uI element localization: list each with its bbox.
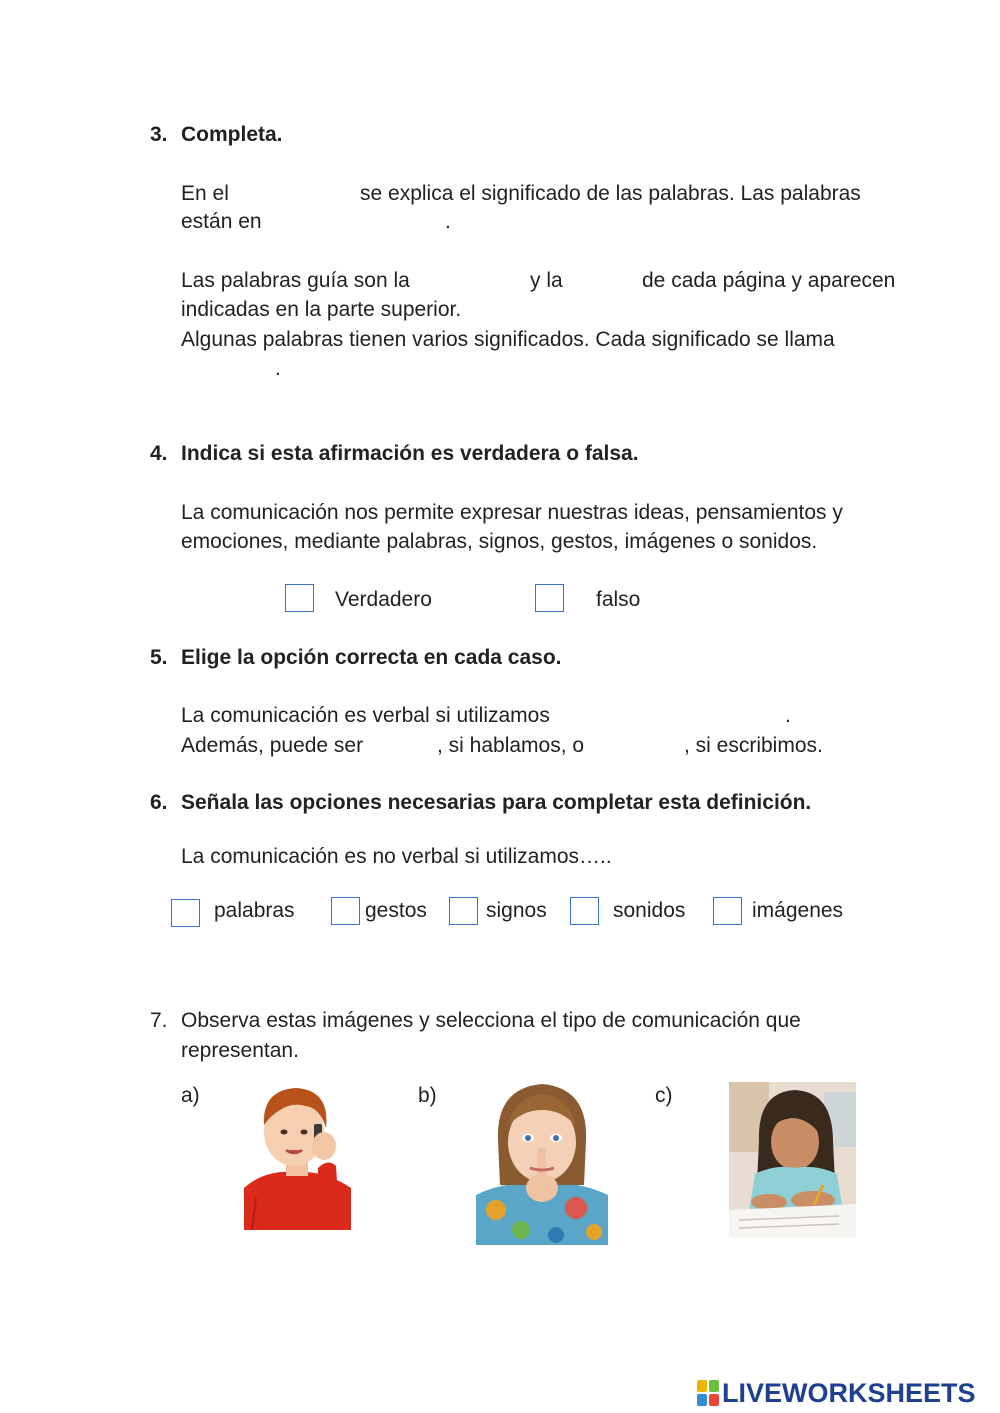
q3-text-3a: Algunas palabras tienen varios significados. Cada significado se llama <box>181 328 835 351</box>
q3-blank-1[interactable] <box>240 182 355 206</box>
q6-line-1: La comunicación es no verbal si utilizamos….. <box>181 845 612 868</box>
q5-select-2[interactable] <box>390 734 434 758</box>
q6-label-gestos: gestos <box>365 899 427 922</box>
q5-text-1a: La comunicación es verbal si utilizamos <box>181 704 550 727</box>
q7-label-b: b) <box>418 1084 437 1107</box>
photo-girl-silence <box>476 1080 608 1245</box>
q4-title: Indica si esta afirmación es verdadera o falsa. <box>181 442 639 465</box>
q3-text-1d: . <box>445 210 451 233</box>
q3-blank-5[interactable] <box>181 357 273 381</box>
q6-checkbox-imagenes[interactable] <box>713 897 742 925</box>
q3-blank-4[interactable] <box>572 269 638 293</box>
q5-text-2b: , si hablamos, o <box>437 734 585 757</box>
photo-girl-writing <box>729 1082 856 1237</box>
liveworksheets-logo-icon <box>697 1380 719 1406</box>
q3-title: Completa. <box>181 123 283 146</box>
photo-boy-on-phone <box>244 1080 351 1230</box>
q5-title: Elige la opción correcta en cada caso. <box>181 646 562 669</box>
q4-number: 4. <box>150 442 168 465</box>
q3-text-1a: En el <box>181 182 229 205</box>
q7-label-c: c) <box>655 1084 673 1107</box>
q6-label-imagenes: imágenes <box>752 899 844 922</box>
q4-false-checkbox[interactable] <box>535 584 564 612</box>
q3-number: 3. <box>150 123 168 146</box>
q7-line-1: Observa estas imágenes y selecciona el tipo de comunicación que <box>181 1009 801 1032</box>
q7-line-2: representan. <box>181 1039 299 1062</box>
q4-true-label: Verdadero <box>335 588 432 611</box>
q6-checkbox-sonidos[interactable] <box>570 897 599 925</box>
q5-text-2c: , si escribimos. <box>684 734 823 757</box>
q4-true-checkbox[interactable] <box>285 584 314 612</box>
q4-line-1: La comunicación nos permite expresar nuestras ideas, pensamientos y <box>181 501 843 524</box>
q6-checkbox-gestos[interactable] <box>331 897 360 925</box>
q3-blank-2[interactable] <box>278 210 443 234</box>
q3-text-2c: de cada página y aparecen <box>642 269 896 292</box>
q6-checkbox-signos[interactable] <box>449 897 478 925</box>
q5-select-1[interactable] <box>600 704 782 728</box>
q6-number: 6. <box>150 791 168 814</box>
q3-text-2a: Las palabras guía son la <box>181 269 410 292</box>
q3-text-1c: están en <box>181 210 262 233</box>
liveworksheets-logo <box>697 1378 976 1408</box>
q6-title: Señala las opciones necesarias para completar esta definición. <box>181 791 812 814</box>
q3-text-3b: . <box>275 357 281 380</box>
q6-label-sonidos: sonidos <box>613 899 686 922</box>
q6-label-palabras: palabras <box>214 899 295 922</box>
q6-label-signos: signos <box>486 899 547 922</box>
q5-text-2a: Además, puede ser <box>181 734 364 757</box>
q3-text-2d: indicadas en la parte superior. <box>181 298 462 321</box>
q4-line-2: emociones, mediante palabras, signos, gestos, imágenes o sonidos. <box>181 530 818 553</box>
q3-blank-3[interactable] <box>442 269 524 293</box>
q5-select-3[interactable] <box>606 734 682 758</box>
liveworksheets-logo-text: LIVEWORKSHEETS <box>722 1377 976 1408</box>
q5-text-1b: . <box>785 704 791 727</box>
q3-text-2b: y la <box>530 269 563 292</box>
q5-number: 5. <box>150 646 168 669</box>
q4-false-label: falso <box>596 588 641 611</box>
q6-checkbox-palabras[interactable] <box>171 899 200 927</box>
q7-number: 7. <box>150 1009 168 1032</box>
q3-text-1b: se explica el significado de las palabras. Las palabras <box>360 182 861 205</box>
q7-label-a: a) <box>181 1084 200 1107</box>
